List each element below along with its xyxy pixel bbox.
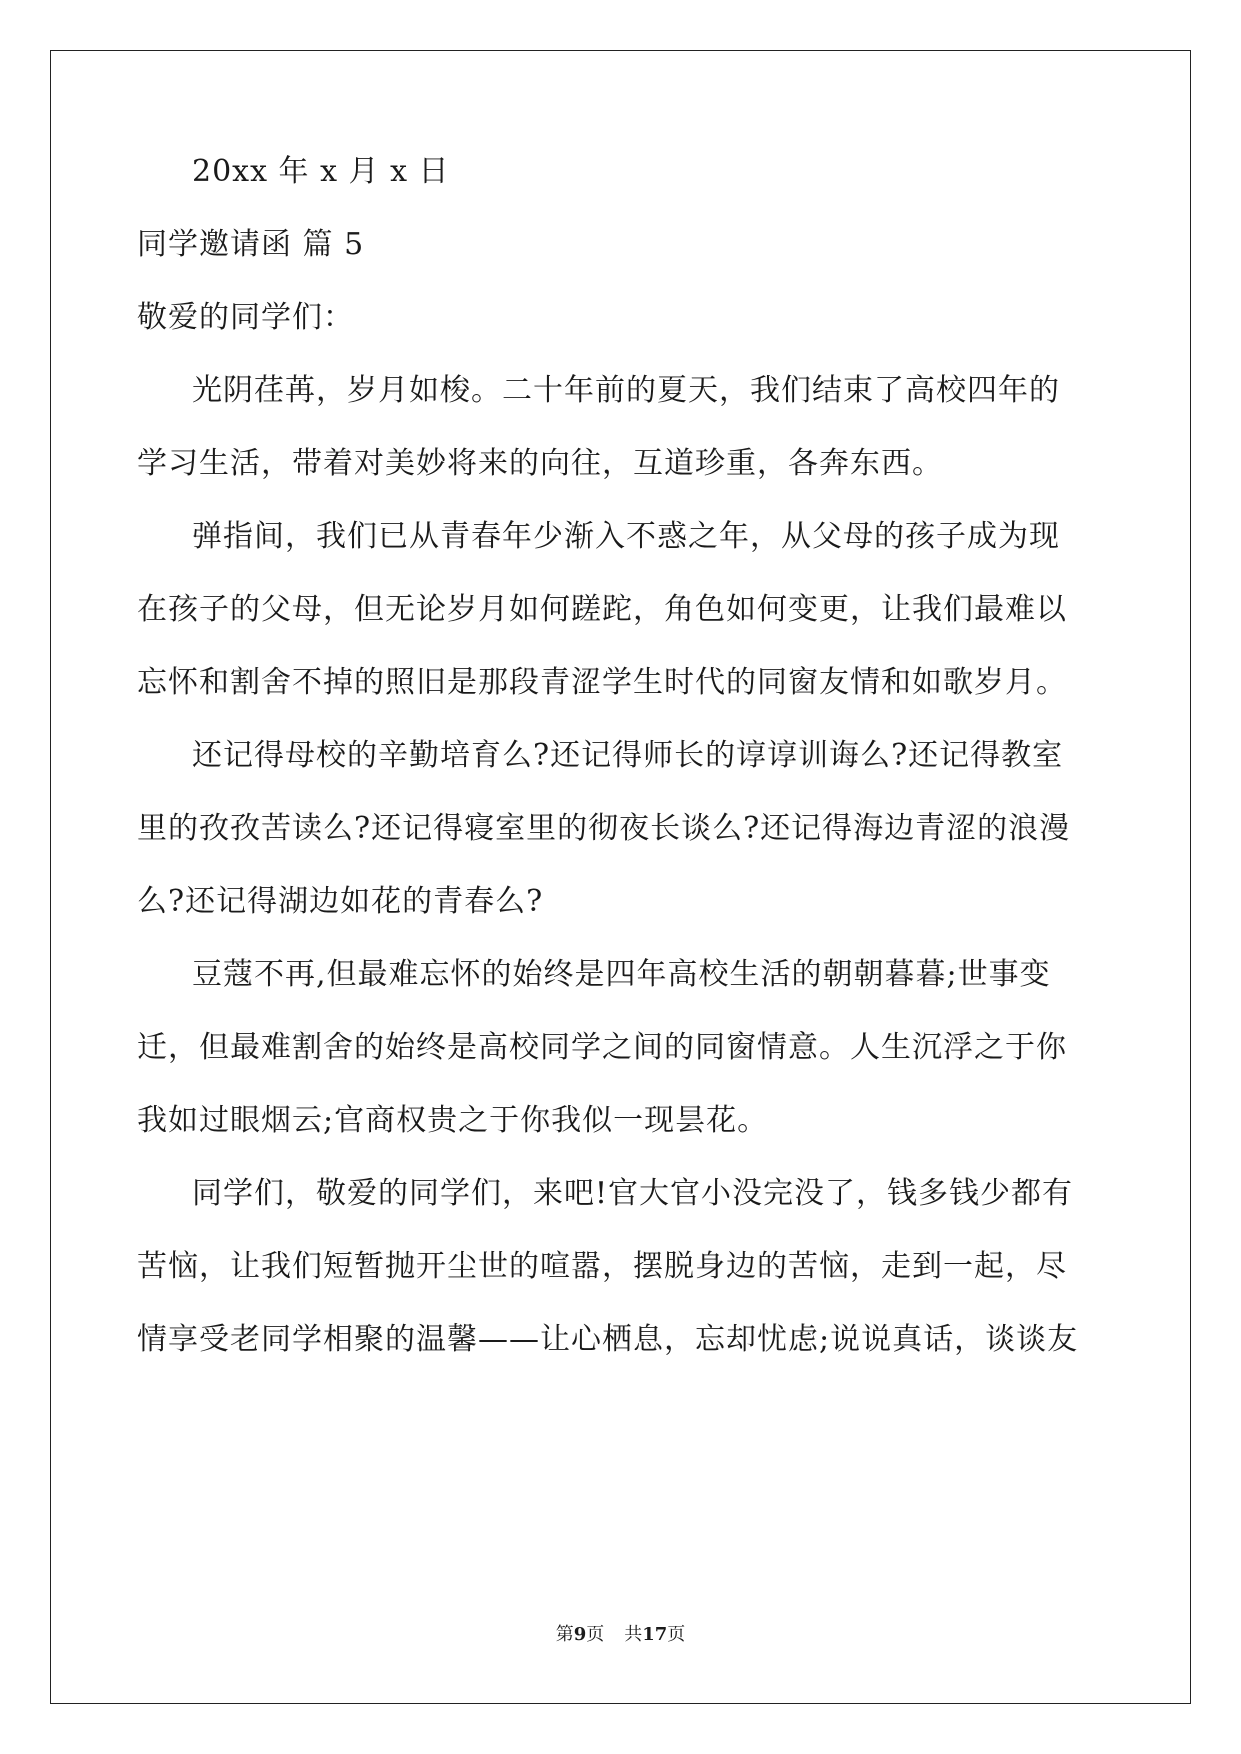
paragraph-line: 弹指间，我们已从青春年少渐入不惑之年，从父母的孩子成为现: [192, 519, 1060, 554]
paragraph-line: 迁，但最难割舍的始终是高校同学之间的同窗情意。人生沉浮之于你: [137, 1030, 1067, 1065]
total-suffix: 页: [667, 1624, 686, 1645]
paragraph-line: 么?还记得湖边如花的青春么?: [137, 884, 544, 919]
page-suffix: 页: [586, 1624, 605, 1645]
paragraph-line: 在孩子的父母，但无论岁月如何蹉跎，角色如何变更，让我们最难以: [137, 592, 1067, 627]
paragraph-line: 学习生活，带着对美妙将来的向往，互道珍重，各奔东西。: [137, 446, 943, 481]
paragraph-line: 里的孜孜苦读么?还记得寝室里的彻夜长谈么?还记得海边青涩的浪漫: [137, 811, 1071, 846]
total-pages: 17: [642, 1624, 668, 1645]
paragraph-line: 忘怀和割舍不掉的照旧是那段青涩学生时代的同窗友情和如歌岁月。: [137, 665, 1067, 700]
salutation: 敬爱的同学们：: [137, 300, 354, 335]
paragraph-line: 还记得母校的辛勤培育么?还记得师长的谆谆训诲么?还记得教室: [192, 738, 1064, 773]
page-number: 9: [573, 1624, 587, 1645]
page-footer: [0, 1623, 1241, 1647]
date-line: 20xx 年 x 月 x 日: [192, 154, 450, 189]
paragraph-line: 苦恼，让我们短暂抛开尘世的喧嚣，摆脱身边的苦恼，走到一起，尽: [137, 1249, 1067, 1284]
paragraph-line: 我如过眼烟云;官商权贵之于你我似一现昙花。: [137, 1103, 769, 1138]
paragraph-line: 豆蔻不再,但最难忘怀的始终是四年高校生活的朝朝暮暮;世事变: [192, 957, 1051, 992]
page-prefix: 第: [555, 1624, 574, 1645]
paragraph-line: 光阴荏苒，岁月如梭。二十年前的夏天，我们结束了高校四年的: [192, 373, 1060, 408]
paragraph-line: 情享受老同学相聚的温馨——让心栖息，忘却忧虑;说说真话，谈谈友: [137, 1322, 1079, 1357]
total-prefix: 共: [624, 1624, 643, 1645]
paragraph-line: 同学们，敬爱的同学们，来吧!官大官小没完没了，钱多钱少都有: [192, 1176, 1074, 1211]
section-title: 同学邀请函 篇 5: [137, 227, 365, 262]
